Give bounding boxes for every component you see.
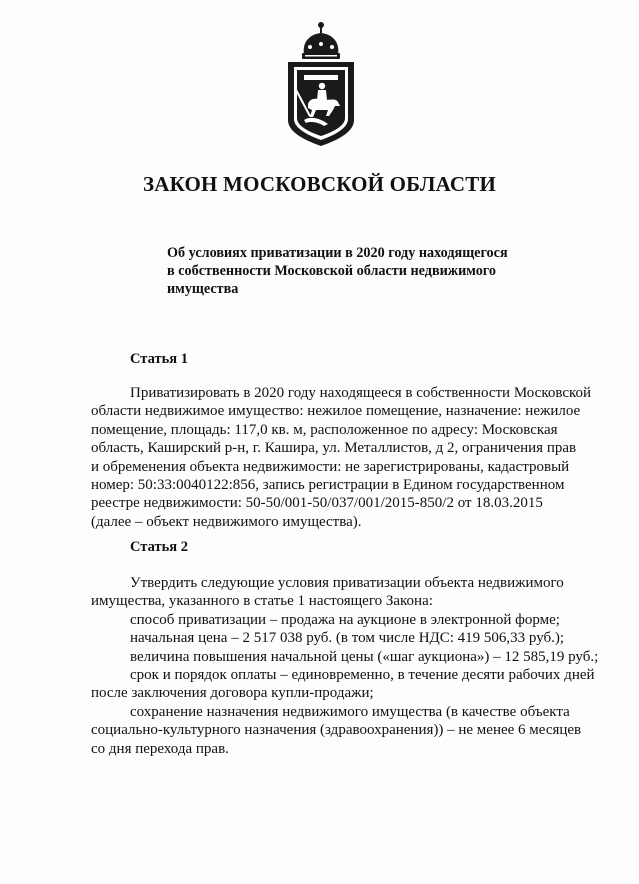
article-2-line: срок и порядок оплаты – единовременно, в течение десяти рабочих дней — [130, 666, 595, 683]
article-1-line: область, Каширский р-н, г. Кашира, ул. Металлистов, д 2, ограничения прав — [91, 440, 577, 457]
coat-of-arms-emblem — [280, 20, 362, 148]
article-1-line: помещение, площадь: 117,0 кв. м, расположенное по адресу: Московская — [91, 421, 558, 438]
article-1-line: номер: 50:33:0040122:856, запись регистрации в Едином государственном — [91, 476, 565, 493]
law-title: ЗАКОН МОСКОВСКОЙ ОБЛАСТИ — [142, 172, 497, 196]
article-1-title: Статья 1 — [130, 351, 188, 367]
article-2-line: сохранение назначения недвижимого имущества (в качестве объекта — [130, 703, 570, 720]
article-2-line: после заключения договора купли-продажи; — [91, 685, 374, 702]
subject-line: Об условиях приватизации в 2020 году находящегося — [167, 245, 508, 261]
article-2-line: способ приватизации – продажа на аукционе в электронной форме; — [130, 611, 560, 628]
article-2-title: Статья 2 — [130, 539, 188, 555]
article-2-line: со дня перехода прав. — [91, 740, 229, 757]
article-2-line: Утвердить следующие условия приватизации объекта недвижимого — [130, 575, 564, 591]
article-2-line: начальная цена – 2 517 038 руб. (в том числе НДС: 419 506,33 руб.); — [130, 630, 565, 647]
article-1-line: Приватизировать в 2020 году находящееся в собственности Московской — [130, 385, 592, 401]
article-1-line: реестре недвижимости: 50-50/001-50/037/001/2015-850/2 от 18.03.2015 — [91, 495, 543, 512]
article-2-line: социально-культурного назначения (здравоохранения)) – не менее 6 месяцев — [91, 722, 582, 739]
article-2-line: величина повышения начальной цены («шаг аукциона») – 12 585,19 руб.; — [130, 648, 599, 665]
article-2-line: имущества, указанного в статье 1 настоящего Закона: — [91, 593, 433, 610]
subject-line: в собственности Московской области недвижимого — [167, 263, 496, 279]
law-subject — [167, 244, 547, 298]
article-2-text — [91, 574, 608, 758]
article-1-line: и обременения объекта недвижимости: не зарегистрированы, кадастровый — [91, 458, 570, 475]
article-1-line: (далее – объект недвижимого имущества). — [91, 513, 362, 530]
article-1-line: области недвижимое имущество: нежилое помещение, назначение: нежилое — [91, 403, 581, 420]
subject-line: имущества — [167, 281, 239, 297]
article-1-text — [91, 384, 608, 531]
